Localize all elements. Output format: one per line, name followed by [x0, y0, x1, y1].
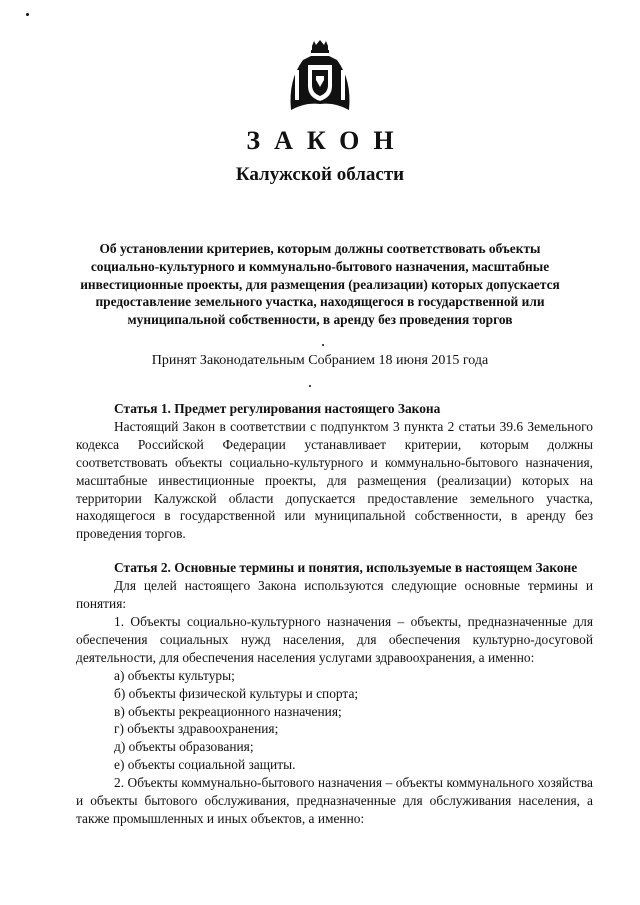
law-name: Об установлении критериев, которым должны соответствовать объекты социально-культурного и коммунально-бытового назначения, масштабные инвестиционные проекты, для размещения (реализации) которых допускается предоставление земельного участка, находящегося в государственной или муниципальной собственности, в аренду без проведения торгов — [80, 241, 560, 328]
adoption-date: Принят Законодательным Собранием 18 июня 2015 года — [151, 353, 489, 368]
scan-speck — [26, 13, 29, 16]
article-2-item-2: 2. Объекты коммунально-бытового назначения – объекты коммунального хозяйства и объекты бытового обслуживания, предназначенные для обслуживания населения, а также промышленных и иных объектов, а именно: — [76, 775, 593, 826]
article-1-heading: Статья 1. Предмет регулирования настоящего Закона — [114, 401, 441, 416]
list-item: д) объекты образования; — [114, 739, 254, 755]
scan-speck — [309, 385, 311, 387]
law-body — [76, 400, 593, 828]
region-title: Калужской области — [235, 164, 405, 185]
scan-speck — [322, 344, 324, 346]
list-item: г) объекты здравоохранения; — [114, 721, 279, 737]
article-2-item-1: 1. Объекты социально-культурного назначения – объекты, предназначенные для обеспечения социальных нужд населения, для обеспечения культурно-досуговой деятельности, для обеспечения населения услугами здравоохранения, а именно: — [76, 613, 593, 665]
list-item: а) объекты культуры; — [114, 667, 235, 683]
object-list — [76, 667, 593, 774]
list-item: в) объекты рекреационного назначения; — [114, 703, 342, 719]
article-2-intro: Для целей настоящего Закона используются следующие основные термины и понятия: — [76, 578, 593, 612]
article-1-text: Настоящий Закон в соответствии с подпунктом 3 пункта 2 статьи 39.6 Земельного кодекса Российской Федерации устанавливает критерии, которым должны соответствовать объекты социально-культурного и коммунально-бытового назначения, масштабные инвестиционные проекты, для размещения (реализации) которых на территории Калужской области допускается предоставление земельного участка, находящегося в государственной или муниципальной собственности, в аренду без проведения торгов. — [76, 418, 593, 542]
section-gap — [76, 543, 593, 559]
list-item: е) объекты социальной защиты. — [114, 757, 296, 773]
law-title: ЗАКОН — [246, 126, 408, 155]
list-item: б) объекты физической культуры и спорта; — [114, 685, 359, 701]
article-2-heading: Статья 2. Основные термины и понятия, используемые в настоящем Законе — [114, 560, 578, 576]
coat-of-arms-emblem — [285, 40, 355, 114]
